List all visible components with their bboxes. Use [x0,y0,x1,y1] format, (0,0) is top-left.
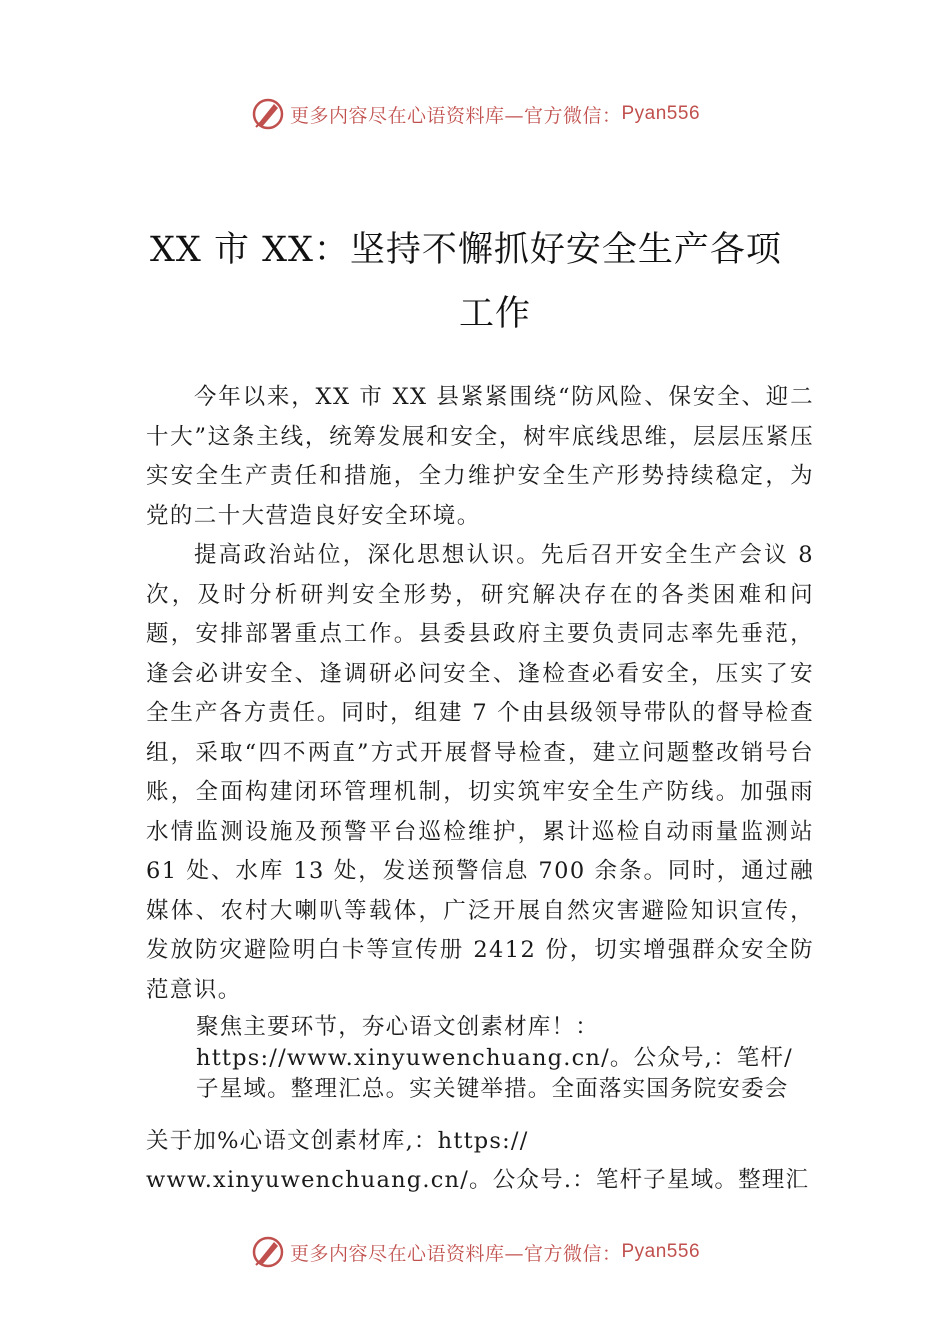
tail-text [146,1122,826,1200]
tail-line-1: 关于加%心语文创素材库,：https:// [146,1128,529,1154]
watermark-wechat-id: Pyan556 [621,1241,701,1262]
indented-paragraph: 聚焦主要环节，夯心语文创素材库！：https://www.xinyuwenchuang.cn/。公众号,：笔杆/子星域。整理汇总。实关键举措。全面落实国务院安委会 [196,1014,793,1102]
pen-logo-icon [250,1234,286,1270]
watermark-wechat-id: Pyan556 [621,103,701,124]
paragraph-political: 提高政治站位，深化思想认识。先后召开安全生产会议 8 次，及时分析研判安全形势，研究解决存在的各类困难和问题，安排部署重点工作。县委县政府主要负责同志率先垂范，逢会必讲安全、逢调研必问安全、逢检查必看安全，压实了安全生产各方责任。同时，组建 7 个由县级领导带队的督导检查组，采取“四不两直”方式开展督导检查，建立问题整改销号台账，全面构建闭环管理机制，切实筑牢安全生产防线。加强雨水情监测设施及预警平台巡检维护，累计巡检自动雨量监测站 61 处、水库 13 处，发送预警信息 700 余条。同时，通过融媒体、农村大喇叭等载体，广泛开展自然灾害避险知识宣传，发放防灾避险明白卡等宣传册 2412 份，切实增强群众安全防范意识。 [146,542,814,1003]
pen-logo-icon [250,96,286,132]
tail-line-2: www.xinyuwenchuang.cn/。公众号.：笔杆子星域。整理汇 [146,1167,810,1193]
header-watermark [0,94,950,134]
paragraph-intro: 今年以来，XX 市 XX 县紧紧围绕“防风险、保安全、迎二十大”这条主线，统筹发展和安全，树牢底线思维，层层压紧压实安全生产责任和措施，全力维护安全生产形势持续稳定，为党的二十大营造良好安全环境。 [146,384,814,529]
watermark-text: 更多内容尽在心语资料库—官方微信： [289,1242,622,1265]
title-line-2: 工作 [458,294,531,334]
footer-watermark [0,1232,950,1272]
document-body [146,378,814,1010]
title-line-1: XX 市 XX：坚持不懈抓好安全生产各项 [150,230,782,270]
watermark-text: 更多内容尽在心语资料库—官方微信： [289,104,622,127]
document-title [150,218,840,346]
